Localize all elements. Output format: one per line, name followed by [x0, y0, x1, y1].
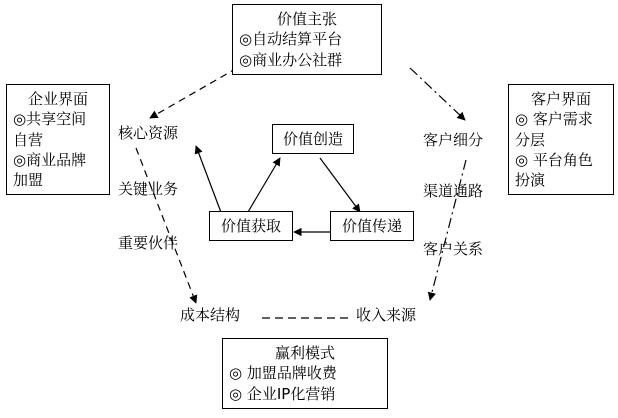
edge-customer-relations-to-revenue: [430, 160, 466, 300]
box-customer-interface[interactable]: [508, 84, 614, 195]
label-cost-structure: 成本结构: [180, 306, 241, 324]
box-enterprise-interface[interactable]: [6, 84, 110, 195]
label-key-business: 关键业务: [118, 180, 179, 198]
edge-vp-to-core-resources: [150, 68, 237, 118]
box-value-capture-label: 价值获取: [220, 217, 281, 235]
box-value-proposition[interactable]: [232, 4, 382, 75]
label-revenue-streams: 收入来源: [356, 306, 417, 324]
label-key-partners: 重要伙伴: [118, 234, 179, 252]
box-value-proposition-line-1: ◎自动结算平台: [239, 30, 343, 49]
box-value-proposition-line-2: ◎商业办公社群: [239, 50, 343, 69]
box-customer-interface-line-1: ◎ 客户需求: [515, 110, 593, 129]
box-value-delivery-label: 价值传递: [341, 217, 402, 235]
edge-capture-to-core-resources: [196, 146, 222, 215]
box-enterprise-interface-line-1: ◎共享空间: [13, 110, 87, 129]
box-value-creation-label: 价值创造: [282, 130, 343, 148]
edge-capture-to-creation: [248, 158, 280, 212]
edge-vp-to-customer-segments: [410, 68, 465, 120]
box-profit-model-line-1: ◎ 加盟品牌收费: [229, 364, 337, 383]
edge-creation-to-delivery: [320, 158, 360, 212]
box-value-proposition-title: 价值主张: [276, 10, 337, 28]
box-value-capture[interactable]: [209, 211, 293, 241]
box-customer-interface-title: 客户界面: [530, 90, 591, 108]
box-customer-interface-line-2: 分层: [515, 130, 546, 149]
box-value-creation[interactable]: [272, 124, 354, 154]
label-customer-segments: 客户细分: [423, 131, 484, 149]
box-enterprise-interface-line-2: 自营: [13, 130, 44, 149]
box-value-delivery[interactable]: [330, 211, 414, 241]
label-core-resources: 核心资源: [118, 124, 179, 142]
edge-core-resources-to-cost: [136, 148, 196, 303]
box-profit-model[interactable]: [222, 338, 388, 409]
box-enterprise-interface-line-4: 加盟: [13, 171, 44, 189]
box-enterprise-interface-title: 企业界面: [27, 90, 88, 108]
label-channels: 渠道通路: [423, 182, 484, 200]
box-customer-interface-line-3: ◎ 平台角色: [515, 150, 593, 169]
box-profit-model-title: 赢利模式: [274, 344, 335, 362]
box-enterprise-interface-line-3: ◎商业品牌: [13, 150, 87, 169]
label-customer-relations: 客户关系: [423, 240, 484, 258]
box-profit-model-line-2: ◎ 企业IP化营销: [229, 384, 336, 403]
box-customer-interface-line-4: 扮演: [515, 171, 546, 189]
